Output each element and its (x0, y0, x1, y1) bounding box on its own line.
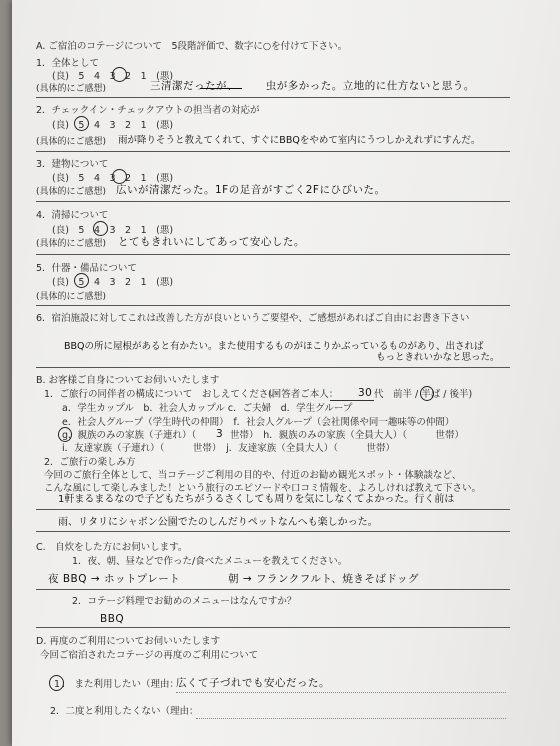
b-q2-answer-line1 (36, 509, 510, 510)
b-q1: 1．ご旅行の同伴者の構成について おしえてください (44, 389, 278, 400)
item1-detail-label: (具体的にご感想) (36, 84, 107, 94)
item3-selected-circle (112, 169, 127, 184)
b-q2-answer-line2 (36, 531, 510, 532)
b-q2-text2: こんな風にして楽しみました！という旅行のエピソードや口コミ情報を、よろしければ教えて下さい。 (44, 483, 482, 494)
item2-label: 2．チェックイン・チェックアウトの担当者の対応が (36, 105, 260, 116)
c-answer2: BBQ (100, 613, 125, 625)
item3-answer-line (36, 201, 510, 202)
item3-answer: 広いが清潔だった。1Fの足音がすごく2Fにひびいた。 (116, 184, 386, 196)
section-c-heading: C. 自炊をした方にお伺いします。 (36, 542, 188, 553)
b-options-line3-val: 3 (216, 428, 224, 440)
b-options-line2: e．社会人グループ（学生時代の仲間） f．社会人グループ（会社関係や同一趣味等の仲間） (62, 417, 455, 428)
section-a-heading: A. ご宿泊のコテージについて 5段階評価で、数字に○を付けて下さい。 (36, 41, 348, 52)
item2-selected-circle (74, 116, 89, 131)
b-age-suffix: 代 前半 / 半ば / 後半) (374, 389, 473, 400)
item1-label: 1．全体として (36, 58, 100, 69)
section-b-heading: B. お客様ご自身についてお伺いいたします (36, 375, 220, 386)
item2-detail-label: (具体的にご感想) (36, 137, 107, 147)
b-age-value: 30 (358, 387, 373, 399)
c-q2: 2．コテージ料理でお勧めのメニューはなんですか？ (72, 596, 297, 607)
b-q2-text1: 今回のご旅行全体として、当コテージご利用の目的や、付近のお勧め観光スポット・体験談など、 (44, 470, 462, 481)
item1-answer-line (36, 97, 510, 98)
d-option2-line (196, 718, 506, 719)
item2-answer-line (36, 151, 510, 152)
item4-label: 4．清掃について (36, 210, 109, 221)
item3-detail-label: (具体的にご感想) (36, 187, 107, 197)
item1-selected-circle (112, 67, 127, 82)
item1-strikethrough (200, 88, 242, 89)
item2-answer: 雨が降りそうと教えてくれて、すぐにBBQをやめて室内にうつしかえれずにすんだ。 (118, 135, 481, 146)
d-intro: 今回ご宿泊されたコテージの再度のご利用について (40, 650, 259, 661)
item6-label: 6．宿泊施設に対してこれは改善した方が良いというご要望や、ご感想があればご自由にお書き下さい (36, 313, 470, 324)
item4-answer-line (36, 254, 510, 255)
item4-selected-circle (93, 221, 108, 236)
d-option2: 2．二度と利用したくない（理由： (50, 706, 199, 717)
c-answer1-b: 朝 → フランクフルト、焼きそばドッグ (228, 573, 419, 585)
b-q2-answer1: 1軒まるまるなので子どもたちがうるさくしても周りを気にしなくてよかった。行く前は (58, 494, 455, 505)
item6-answer-line1: BBQの所に屋根があると有かたい。また使用するものがほこりかぶっているものがあり、出されば (64, 341, 484, 352)
item1-scale: (良) 5 4 3 2 1 (悪) (52, 71, 174, 82)
b-respondent-label: (回答者ご本人： (268, 389, 339, 400)
b-age-underline (330, 400, 374, 401)
d-option1-num: 1 (54, 679, 61, 690)
item6-answer-line (36, 367, 510, 368)
item1-answer: 三清潔だったが、 虫が多かった。立地的に仕方ないと思う。 (150, 80, 475, 92)
item5-selected-circle (74, 273, 89, 288)
b-options-line3-b: 世帯） h．親族のみの家族（全員大人）（ 世帯） (230, 430, 465, 441)
c-answer-line1 (36, 589, 510, 590)
d-option1-line (176, 692, 506, 693)
b-q2: 2．ご旅行の楽しみ方 (44, 457, 136, 468)
item5-answer-line (36, 305, 510, 306)
b-q2-answer2: 雨、リタリにシャボン公園でたのしんだりペットなんへも楽しかった。 (58, 517, 378, 528)
item5-label: 5．什器・備品について (36, 263, 137, 274)
b-age-selected-circle (420, 386, 434, 401)
item4-answer: とてもきれいにしてあって安心した。 (118, 236, 305, 248)
c-answer-line2 (36, 627, 510, 628)
item6-answer-line2: もっときれいかなと思った。 (376, 352, 500, 363)
item4-detail-label: (具体的にご感想) (36, 239, 107, 249)
b-options-line3-a: g．親族のみの家族（子連れ）（ (62, 430, 197, 441)
item2-scale: (良) 5 4 3 2 1 (悪) (52, 120, 174, 131)
item3-scale: (良) 5 4 3 2 1 (悪) (52, 173, 174, 184)
b-options-line4: i．友達家族（子連れ）（ 世帯） j．友達家族（全員大人）（ 世帯） (62, 443, 396, 454)
d-option1-label: . また利用したい（理由： (62, 679, 180, 690)
item5-detail-label: (具体的にご感想) (36, 292, 107, 302)
section-d-heading: D. 再度のご利用についてお伺いいたします (36, 636, 221, 647)
c-answer1-a: 夜 BBQ → ホットプレート (48, 573, 181, 585)
d-option1-reason: 広くて子づれでも安心だった。 (176, 677, 330, 689)
item3-label: 3．建物について (36, 159, 109, 170)
item5-scale: (良) 5 4 3 2 1 (悪) (52, 277, 174, 288)
item4-scale: (良) 5 4 3 2 1 (悪) (52, 225, 174, 236)
b-options-line1: a．学生カップル b．社会人カップル c．ご夫婦 d．学生グループ (62, 403, 353, 414)
b-option-g-circle (58, 427, 72, 442)
c-q1: 1．夜、朝、昼などで作った/食べたメニューを教えてください。 (72, 556, 348, 567)
